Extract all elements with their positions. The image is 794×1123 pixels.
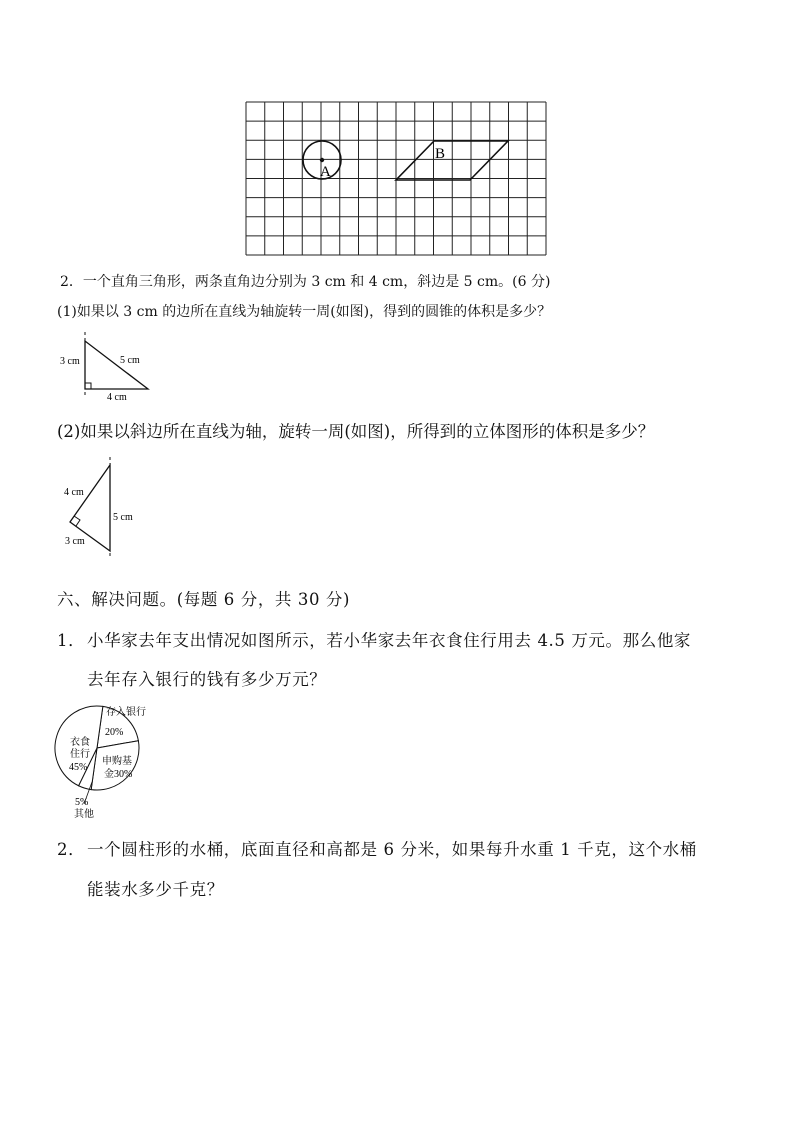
pie-label-other-pct: 5% [75, 797, 89, 808]
pie-label-bank-pct: 20% [105, 727, 124, 738]
s6-q2-line1: 一个圆柱形的水桶，底面直径和高都是 6 分米，如果每升水重 1 千克，这个水桶 [87, 840, 697, 859]
q2-part1: (1)如果以 3 cm 的边所在直线为轴旋转一周(如图)，得到的圆锥的体积是多少？ [57, 304, 552, 320]
grid-lines [246, 102, 546, 255]
section6-heading: 六、解决问题。(每题 6 分，共 30 分) [57, 590, 351, 609]
circle-center-dot [320, 158, 324, 162]
s6-q1-line1: 小华家去年支出情况如图所示，若小华家去年衣食住行用去 4.5 万元。那么他家 [87, 631, 692, 650]
s6-q1-number: 1． [57, 631, 86, 650]
label-3cm: 3 cm [60, 356, 80, 367]
s6-q2-number: 2． [57, 840, 86, 859]
pie-label-food-pct: 45% [69, 762, 88, 773]
label-3cm: 3 cm [65, 536, 85, 547]
label-b: B [435, 146, 446, 162]
cone-triangle-figure [0, 330, 794, 410]
pie-label-bank-name: 存入银行 [106, 707, 146, 718]
s6-q2-line2: 能装水多少千克？ [87, 880, 224, 899]
grid-figure [0, 0, 794, 260]
pie-label-food-1: 衣食 [70, 737, 90, 748]
pie-label-other-name: 其他 [74, 809, 94, 820]
q2-part2: (2)如果以斜边所在直线为轴，旋转一周(如图)，所得到的立体图形的体积是多少？ [57, 422, 655, 441]
q2-stem: 2．一个直角三角形，两条直角边分别为 3 cm 和 4 cm，斜边是 5 cm。(6 分) [60, 274, 551, 290]
s6-q1-line2: 去年存入银行的钱有多少万元？ [87, 670, 327, 689]
right-angle-mark [85, 383, 91, 389]
pie-chart [0, 700, 794, 830]
right-angle-mark [74, 516, 80, 526]
label-4cm: 4 cm [64, 487, 84, 498]
label-5cm: 5 cm [120, 355, 140, 366]
pie-label-fund-1: 申购基 [102, 756, 132, 767]
label-a: A [320, 164, 331, 180]
hyp-axis-triangle-figure [0, 455, 794, 565]
pie-label-fund-2: 金30% [104, 769, 133, 780]
label-4cm: 4 cm [107, 392, 127, 403]
pie-label-food-2: 住行 [70, 749, 90, 760]
label-5cm: 5 cm [113, 512, 133, 523]
